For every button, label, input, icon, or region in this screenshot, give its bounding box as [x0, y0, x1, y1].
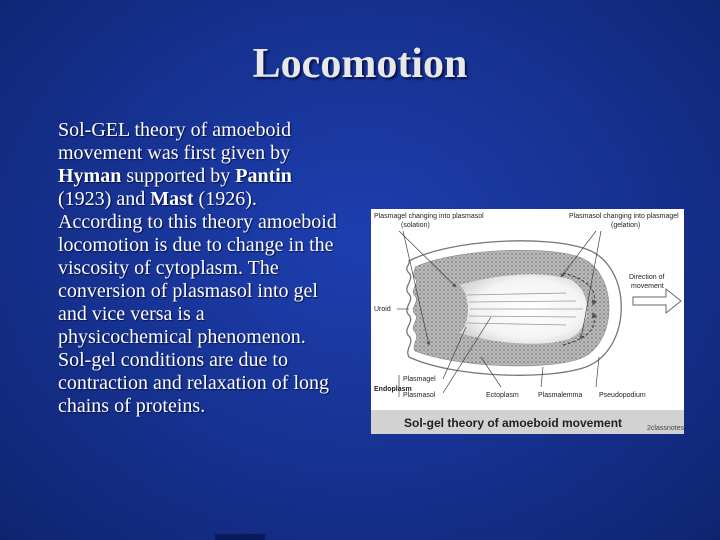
label-plasmalemma: Plasmalemma — [538, 392, 583, 399]
text-segment: supported by — [121, 165, 236, 187]
text-segment: (1923) and — [58, 188, 151, 210]
name-pantin: Pantin — [235, 165, 292, 187]
slide-title: Locomotion — [252, 41, 468, 87]
label-ectoplasm: Ectoplasm — [486, 392, 519, 399]
figure-caption: Sol-gel theory of amoeboid movement — [404, 416, 623, 430]
label-gelation: (gelation) — [611, 222, 641, 229]
label-solation: (solation) — [401, 222, 430, 229]
name-mast: Mast — [150, 188, 194, 210]
decorative-bar — [215, 534, 265, 540]
label-plasmasol-to-gel: Plasmasol changing into plasmagel — [569, 213, 679, 220]
amoeba-diagram — [371, 209, 684, 434]
name-hyman: Hyman — [58, 165, 122, 187]
label-movement: movement — [631, 283, 664, 290]
label-plasmasol: Plasmasol — [403, 392, 436, 399]
direction-arrow — [633, 289, 681, 313]
text-segment: (1926). According to this theory amoeboid locomotion is due to change in the viscosity of cytoplasm. The conversion of plasmasol into gel and vice versa is a physicochemical phenomenon. Sol-gel conditions are due to contraction and relaxation of long chains of proteins. — [58, 188, 337, 417]
label-direction: Direction of — [629, 274, 665, 281]
watermark: 2classnotes — [647, 425, 684, 432]
label-plasmagel: Plasmagel — [403, 376, 436, 383]
label-uroid: Uroid — [374, 306, 391, 313]
label-endoplasm: Endoplasm — [374, 386, 412, 393]
label-plasmagel-to-sol: Plasmagel changing into plasmasol — [374, 213, 484, 220]
text-segment: Sol-GEL theory of amoeboid movement was first given by — [58, 119, 292, 164]
body-paragraph — [58, 119, 338, 418]
label-pseudopodium: Pseudopodium — [599, 392, 646, 399]
